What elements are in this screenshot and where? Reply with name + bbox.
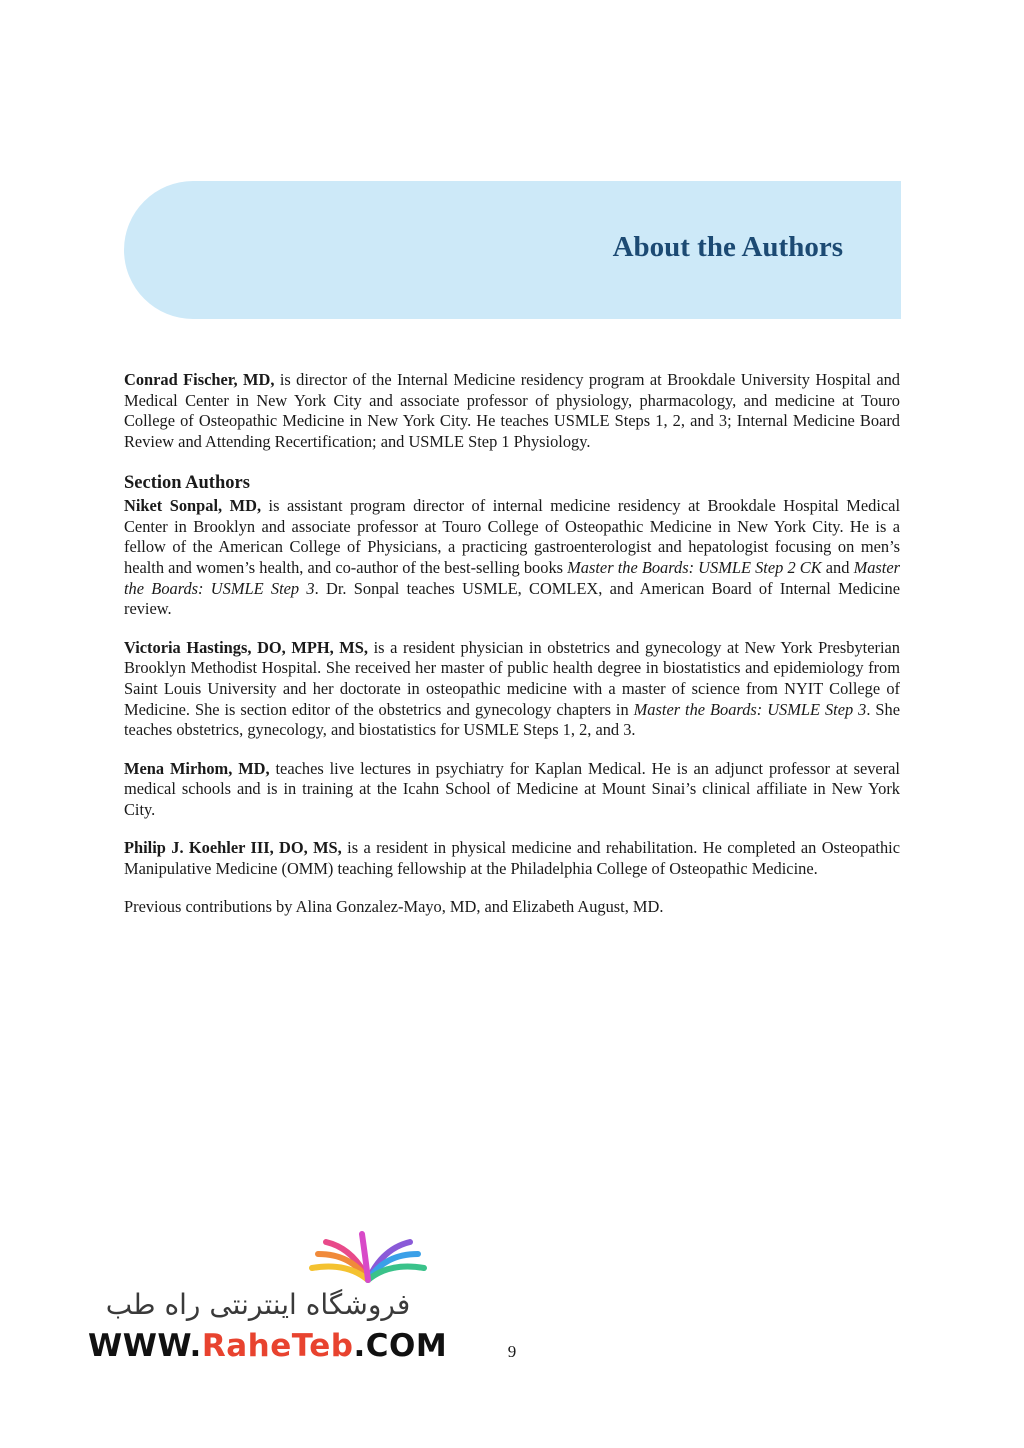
author-name: Niket Sonpal, MD, [124,495,262,515]
book-title: Master the Boards: USMLE Step 3 [124,557,900,598]
author-name: Victoria Hastings, DO, MPH, MS, [124,637,368,657]
author-bio [124,838,900,879]
author-bio [124,759,900,821]
author-name: Conrad Fischer, MD, [124,370,275,389]
author-bio [124,638,900,742]
author-bio-text: is assistant program director of internal medicine residency at Brookdale Hospital Medical Center in Brooklyn and associate professor at Touro College of Osteopathic Medicine in New York City. He is a fellow of the American College of Physicians, a practicing gastroenterologist and hepatologist focusing on men’s health and women’s health, and co-author of the best-selling books [124,495,900,577]
book-title: Master the Boards: USMLE Step 2 CK [567,557,822,577]
author-bio-text: . Dr. Sonpal teaches USMLE, COMLEX, and American Board of Internal Medicine review. [124,578,900,619]
book-title: Master the Boards: USMLE Step 3 [633,699,867,719]
author-bio-text: is a resident physician in obstetrics and gynecology at New York Presbyterian Brooklyn Methodist Hospital. She received her master of public health degree in biostatistics and epidemiology from Saint Louis University and her doctorate in osteopathic medicine with a master of science from NYIT College of Medicine. She is section editor of the obstetrics and gynecology chapters in [124,637,900,719]
watermark-url [88,1328,448,1364]
author-bio-text: is a resident in physical medicine and rehabilitation. He completed an Osteopathic Manipulative Medicine (OMM) teaching fellowship at the Philadelphia College of Osteopathic Medicine. [124,838,900,878]
author-bio [124,496,900,620]
lead-author-bio [124,370,900,453]
previous-contributions: Previous contributions by Alina Gonzalez-Mayo, MD, and Elizabeth August, MD. [124,897,664,917]
author-bio-text: and [821,557,854,577]
watermark-persian-text: فروشگاه اینترنتی راه طب [105,1288,411,1321]
header-band [124,181,901,319]
author-name: Mena Mirhom, MD, [124,758,270,778]
author-bio-text: teaches live lectures in psychiatry for Kaplan Medical. He is an adjunct professor at several medical schools and is in training at the Icahn School of Medicine at Mount Sinai’s clinical affiliate in New York City. [124,758,900,819]
open-book-rainbow-icon [308,1228,428,1286]
author-name: Philip J. Koehler III, DO, MS, [124,838,342,858]
author-bio-text: is director of the Internal Medicine residency program at Brookdale University Hospital and Medical Center in New York City and associate professor of physiology, pharmacology, and medicine at Touro College of Osteopathic Medicine in New York City. He teaches USMLE Steps 1, 2, and 3; Internal Medicine Board Review and Attending Recertification; and USMLE Step 1 Physiology. [124,370,901,452]
url-suffix: .COM [353,1328,448,1364]
url-brand: RaheTeb [201,1328,354,1364]
page-title: About the Authors [612,231,843,263]
author-bio-text: . She teaches obstetrics, gynecology, and biostatistics for USMLE Steps 1, 2, and 3. [124,699,900,740]
content [124,370,900,935]
page-number: 9 [507,1342,517,1361]
url-prefix: WWW. [88,1328,202,1364]
section-heading: Section Authors [124,472,250,493]
watermark-logo [88,1228,448,1368]
